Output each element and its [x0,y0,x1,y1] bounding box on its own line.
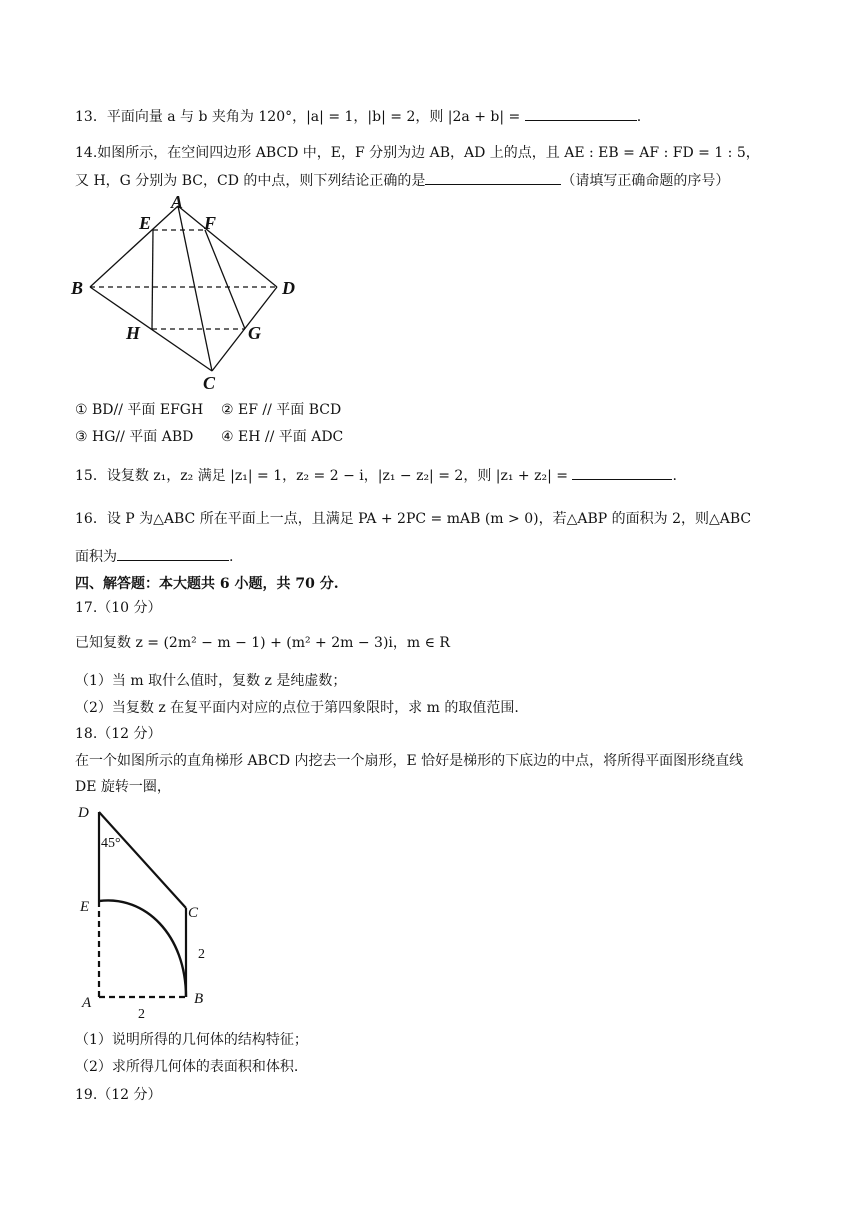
label-e: E [80,899,90,915]
question-17-stem: 已知复数 z = (2m² − m − 1) + (m² + 2m − 3)i，m ∈ R [75,635,450,651]
question-19-header: 19.（12 分） [75,1087,162,1103]
edge-bc [90,287,212,371]
question-13 [75,106,641,127]
label-side-2: 2 [198,947,205,962]
trapezoid-figure [70,800,230,1026]
label-b: B [194,991,204,1007]
question-18-header: 18.（12 分） [75,726,162,742]
option-4: ④ EH // 平面 ADC [221,429,344,445]
question-16-line2-text: 面积为 [75,549,117,565]
label-e: E [139,213,152,233]
answer-blank [525,106,637,121]
label-c: C [188,905,199,921]
question-14-line2-text: 又 H，G 分别为 BC，CD 的中点，则下列结论正确的是 [75,173,426,189]
segment-eh [152,230,153,329]
question-18-part2: （2）求所得几何体的表面积和体积. [75,1059,299,1075]
question-16-end: . [229,549,234,565]
label-h: H [126,323,141,343]
answer-blank [425,170,561,185]
question-18-line2: DE 旋转一圈， [75,779,171,795]
label-g: G [248,323,261,343]
question-16-line1: 16．设 P 为△ABC 所在平面上一点，且满足 PA + 2PC = mAB (m > 0)，若△ABP 的面积为 2，则△ABC [75,511,752,527]
segment-dc [99,812,186,908]
question-15-text: 15．设复数 z₁，z₂ 满足 |z₁| = 1，z₂ = 2 − i，|z₁ − z₂| = 2，则 |z₁ + z₂| = [75,468,573,484]
label-d: D [282,278,295,298]
option-2: ② EF // 平面 BCD [221,402,342,418]
label-a: A [171,193,184,212]
label-b: B [71,278,84,298]
tetrahedron-figure [60,193,320,393]
question-17-part1: （1）当 m 取什么值时，复数 z 是纯虚数； [75,673,347,689]
sector-arc [99,900,186,997]
label-bottom-2: 2 [138,1007,145,1022]
question-14-line2 [75,170,729,191]
answer-blank [572,465,672,480]
question-15-end: . [672,468,677,484]
question-14-hint: （请填写正确命题的序号） [561,173,730,189]
label-angle-45: 45° [101,836,121,851]
option-1: ① BD// 平面 EFGH [75,402,204,418]
label-d: D [78,805,89,821]
edge-ab [90,206,178,287]
question-18-line1: 在一个如图所示的直角梯形 ABCD 内挖去一个扇形，E 恰好是梯形的下底边的中点，将所得平面图形绕直线 [75,753,744,769]
question-18-part1: （1）说明所得的几何体的结构特征； [75,1032,308,1048]
question-17-header: 17.（10 分） [75,600,162,616]
question-17-part2: （2）当复数 z 在复平面内对应的点位于第四象限时，求 m 的取值范围. [75,700,519,716]
label-c: C [203,373,216,393]
question-15 [75,465,677,486]
option-3: ③ HG// 平面 ABD [75,429,194,445]
answer-blank [117,546,229,561]
section-heading: 四、解答题：本大题共 6 小题，共 70 分. [75,576,339,592]
question-13-text: 13．平面向量 a 与 b 夹角为 120°，|a| = 1，|b| = 2，则 |2a + b| = [75,109,525,125]
question-16-line2 [75,546,233,567]
question-14-line1: 14.如图所示，在空间四边形 ABCD 中，E，F 分别为边 AB，AD 上的点，且 AE : EB = AF : FD = 1 : 5， [75,145,760,161]
label-f: F [204,213,217,233]
question-13-end: . [636,109,642,125]
label-a: A [82,995,92,1011]
